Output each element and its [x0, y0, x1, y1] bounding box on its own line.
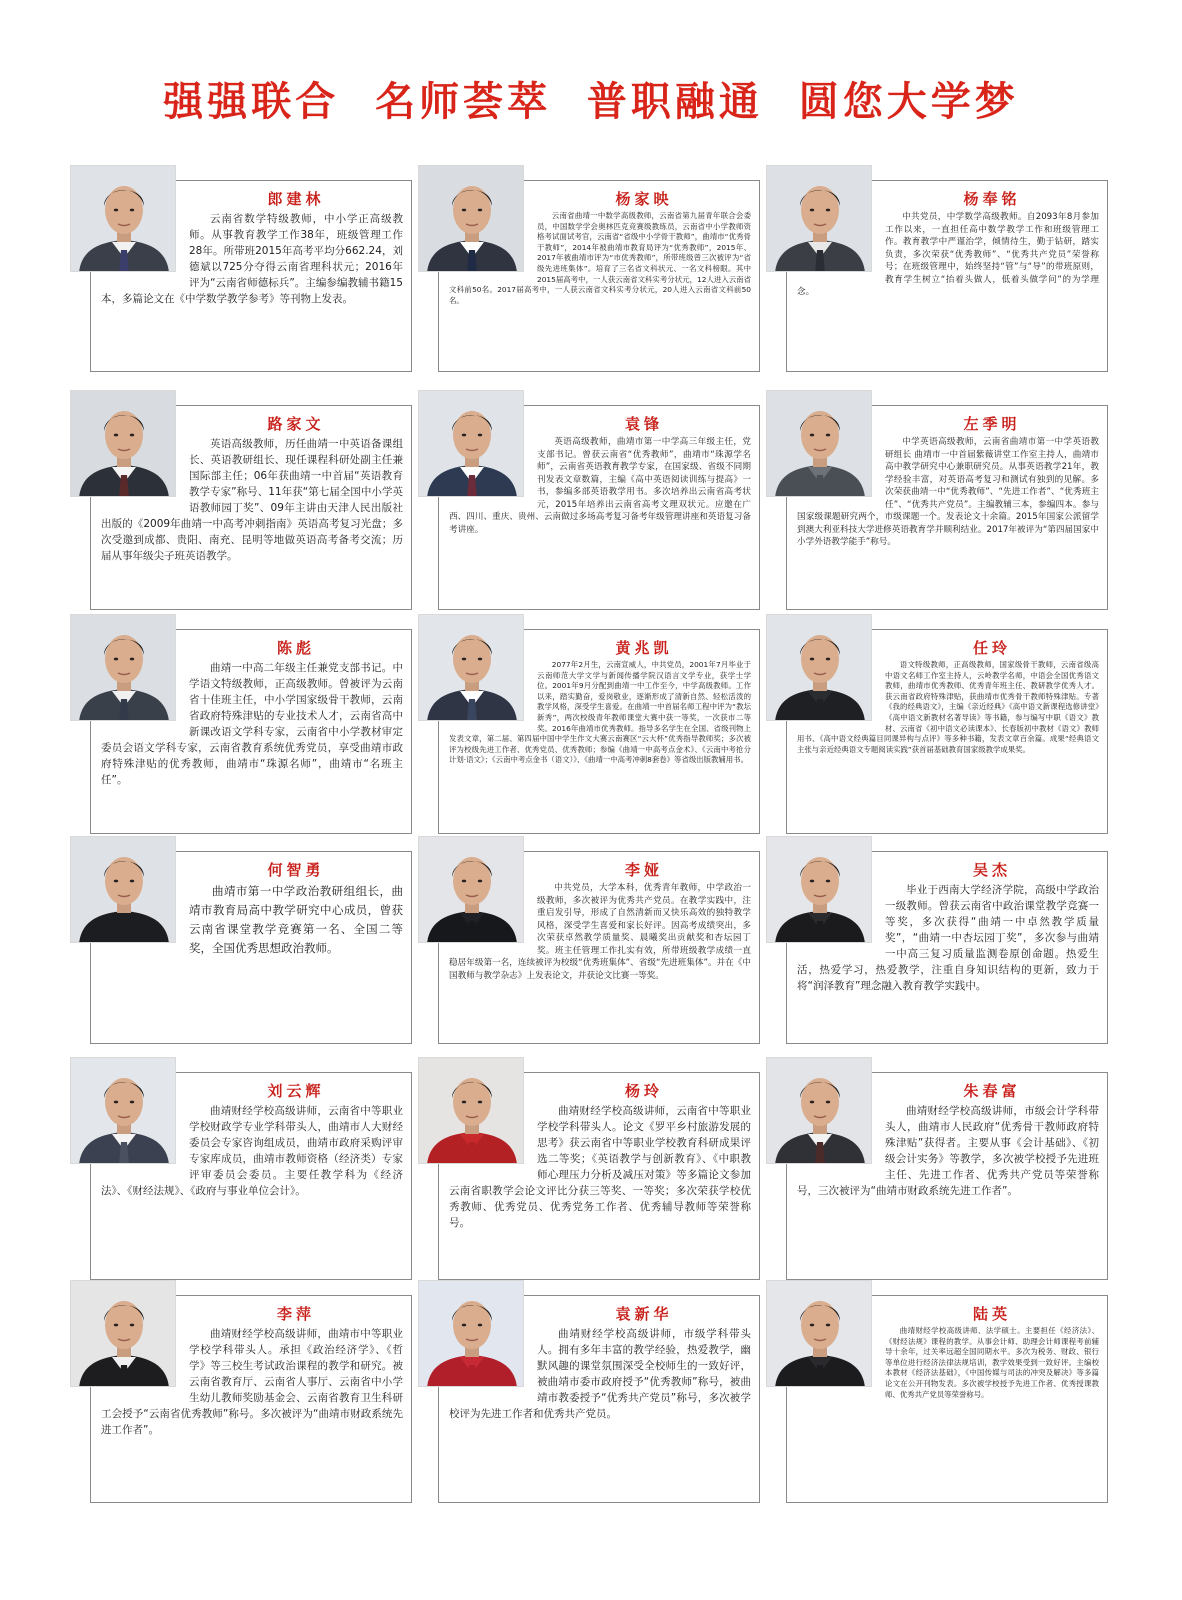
teacher-photo	[766, 165, 872, 272]
teacher-name: 何智勇	[267, 861, 325, 879]
teacher-bio: 云南省曲靖一中数学高级教师，云南省第九届青年联合会委员，中国数学学会奥林匹克竞赛级教练员，云南省中小学教师资格考试面试考官，云南省“省级中小学骨干教师”，曲靖市“优秀骨干教师”，2014年被曲靖市教育局评为“优秀教师”，2015年、2017年被曲靖市评为“市优秀教师”，所带班级曾三次被评为“省级先进班集体”。培育了三名省文科状元、一名文科榜眼。其中2015届高考中，一人获云南省文科实考分状元，12人进入云南省文科前50名。2017届高考中，一人获云南省文科实考分状元，20人进入云南省文科前50名。	[449, 211, 751, 305]
teacher-name: 朱春富	[963, 1082, 1021, 1100]
teacher-photo	[418, 1057, 524, 1164]
teacher-photo	[70, 1280, 176, 1387]
teacher-photo	[766, 390, 872, 497]
teacher-photo	[70, 836, 176, 943]
teacher-photo	[766, 1280, 872, 1387]
teacher-photo	[418, 614, 524, 721]
teacher-bio: 英语高级教师，曲靖市第一中学高三年级主任，党支部书记。曾获云南省“优秀教师”，曲靖市“珠源学名师”，云南省英语教育教学专家，在国家级、省级不同期刊发表文章数篇，主编《高中英语阅读训练与提高》一书，参编多部英语教学用书。多次培养出云南省高考状元，2015年培养出云南省高考文理双状元。应邀在广西、四川、重庆、贵州、云南做过多场高考复习备考年级管理讲座和英语复习备考讲座。	[449, 437, 751, 535]
teacher-bio: 中学英语高级教师，云南省曲靖市第一中学英语教研组长 曲靖市一中首届紫薇讲堂工作室主持人，曲靖市高中教学研究中心兼职研究员。从事英语教学21年，教学经验丰富，对英语高考复习和测试有独到的见解。多次荣获曲靖一中“优秀教师”、“先进工作者”、“优秀班主任”、“优秀共产党员”。主编教辅三本，参编四本。参与国家级课题研究两个，市级课题一个。发表论文十余篇。2015年国家公派留学到澳大利亚科技大学进修英语教育学并顺利结业。2017年被评为“第四届国家中小学外语教学能手”称号。	[797, 437, 1099, 547]
teacher-bio: 曲靖一中高二年级主任兼党支部书记。中学语文特级教师，正高级教师。曾被评为云南省十佳班主任，中小学国家级骨干教师，云南省政府特殊津贴的专业技术人才，云南省高中新课改语文学科专家，云南省中小学教材审定委员会语文学科专家，云南省教育系统优秀党员，享受曲靖市政府特殊津贴的优秀教师，曲靖市“珠源名师”，曲靖市“名班主任”。	[101, 662, 403, 786]
teacher-photo	[70, 614, 176, 721]
teacher-photo	[70, 1057, 176, 1164]
teacher-name: 吴杰	[972, 861, 1011, 879]
teacher-bio: 语文特级教师，正高级教师，国家级骨干教师，云南省级高中语文名师工作室主持人，云岭教学名师，中语会全国优秀语文教师，曲靖市优秀教师、优秀青年班主任、教研教学优秀人才。获云南省政府特殊津贴，获曲靖市优秀骨干教师特殊津贴。专著《我的经典语文》，主编《亲近经典》《高中语文新课程选修讲堂》《高中语文新教材名著导读》等书籍，参与编写中职《语文》教材、云南省《初中语文必读课本》、长春版初中教材《语文》教师用书、《高中语文经典篇目同课异构与点评》等多种书籍，发表文章百余篇。成果“经典语文主张与亲近经典语文专题阅读实践”获首届基础教育国家级教学成果奖。	[797, 660, 1099, 754]
teacher-photo	[766, 836, 872, 943]
teacher-name: 李娅	[624, 861, 663, 879]
teacher-name: 袁新华	[615, 1305, 673, 1323]
page-title: 强强联合 名师荟萃 普职融通 圆您大学梦	[163, 78, 1019, 125]
teacher-name: 李萍	[276, 1305, 315, 1323]
teacher-photo	[418, 165, 524, 272]
teacher-photo	[70, 390, 176, 497]
teacher-name: 刘云辉	[267, 1082, 325, 1100]
teacher-bio: 曲靖财经学校高级讲师，云南省中等职业学校学科带头人。论文《罗平乡村旅游发展的思考》获云南省中等职业学校教育科研成果评选二等奖；《英语教学与创新教育》、《中职教师心理压力分析及减压对策》等多篇论文参加云南省职教学会论文评比分获三等奖、一等奖；多次荣获学校优秀教师、优秀党员、优秀党务工作者、优秀辅导教师等荣誉称号。	[449, 1105, 751, 1229]
teacher-bio: 中共党员，中学数学高级教师。自2093年8月参加工作以来，一直担任高中数学教学工作和班级管理工作。教育教学中严谨治学，倾情待生，勤于钻研，踏实负责，多次荣获“优秀教师”、“优秀共产党员”荣誉称号；在班级管理中，始终坚持“管”与“导”的带班原则，教育学生树立“抬着头做人，低着头做学问”的为学理念。	[797, 212, 1099, 297]
teacher-photo	[418, 836, 524, 943]
teacher-bio: 曲靖财经学校高级讲师，曲靖市中等职业学校学科带头人。承担《政治经济学》、《哲学》等三校生考试政治课程的教学和研究。被云南省教育厅、云南省人事厅、云南省中小学生幼儿教师奖励基金会、云南省教育卫生科研工会授予“云南省优秀教师”称号。多次被评为“曲靖市财政系统先进工作者”。	[101, 1328, 403, 1436]
teacher-name: 郎建林	[267, 190, 325, 208]
teacher-bio: 英语高级教师，历任曲靖一中英语备课组长、英语教研组长、现任课程科研处副主任兼国际部主任；06年获曲靖一中首届“英语教育教学专家”称号、11年获“第七届全国中小学英语教师园丁奖”、09年主讲由天津人民出版社出版的《2009年曲靖一中高考冲刺指南》英语高考复习光盘；多次受邀到成都、贵阳、南充、昆明等地做英语高考备考交流；历届从事年级尖子班英语教学。	[101, 438, 403, 562]
teacher-name: 袁锋	[624, 415, 663, 433]
teacher-photo	[70, 165, 176, 272]
teacher-bio: 曲靖财经学校高级讲师、法学硕士。主要担任《经济法》、《财经法规》课程的教学。从事会计师、助理会计师课程考前辅导十余年，过关率远超全国同期水平。多次为税务、财政、银行等单位进行经济法律法规培训，教学效果受到一致好评。主编校本教材《经济法基础》，《中国传媒与司法的冲突及解决》等多篇论文在公开刊物发表。多次被学校授予先进工作者、优秀授课教师、优秀共产党员等荣誉称号。	[885, 1326, 1099, 1399]
teacher-name: 杨玲	[624, 1082, 663, 1100]
teacher-name: 路家文	[267, 415, 325, 433]
teacher-name: 黄兆凯	[615, 639, 673, 657]
teacher-name: 陈彪	[276, 639, 315, 657]
teacher-photo	[418, 390, 524, 497]
teacher-bio: 2077年2月生，云南宣威人，中共党员，2001年7月毕业于云南师范大学文学与新闻传播学院汉语言文学专业，获学士学位。2001年9月分配到曲靖一中工作至今，中学高级教师。工作以来，踏实勤奋，爱岗敬业，逐渐形成了清新自然、轻松活泼的教学风格，深受学生喜爱。在曲靖一中首届名师工程中评为“教坛新秀”，两次校级青年教师课堂大赛中获一等奖，一次获市二等奖。2016年曲靖市优秀教师。指导多名学生在全国、省级刊物上发表文章，第二届、第四届中国中学生作文大赛云南赛区“云大杯”优秀指导教师奖；多次被评为校级先进工作者、优秀党员、优秀教师；参编《曲靖一中高考点金术》、《云南中考抢分计划·语文》；《云南中考点金书（语文）》、《曲靖一中高考冲刺8套卷》等省级出版教辅用书。	[449, 660, 751, 765]
teacher-bio: 中共党员，大学本科，优秀青年教师，中学政治一级教师，多次被评为优秀共产党员。在教学实践中，注重启发引导，形成了自然清新而又快乐高效的独特教学风格，深受学生喜爱和家长好评。因高考成绩突出，多次荣获卓然教学质量奖、晨曦奖出贡献奖和杏坛园丁奖。班主任管理工作扎实有效，所带班级教学成绩一直稳居年级第一名，连续被评为校级“优秀班集体”、省级“先进班集体”。并在《中国教师与教学杂志》上发表论文，并获论文比赛一等奖。	[449, 883, 751, 981]
teacher-bio: 云南省数学特级教师，中小学正高级教师。从事教育教学工作38年，班级管理工作28年。所带班2015年高考平均分662.24，刘德斌以725分夺得云南省理科状元；2016年评为“云南省师德标兵”。主编参编教辅书籍15本，多篇论文在《中学数学教学参考》等刊物上发表。	[101, 213, 403, 305]
teacher-name: 杨奉铭	[963, 190, 1021, 208]
teacher-name: 任玲	[972, 639, 1011, 657]
teacher-name: 左季明	[963, 415, 1021, 433]
teacher-bio: 曲靖财经学校高级讲师，市级会计学科带头人，曲靖市人民政府“优秀骨干教师政府特殊津贴”获得者。主要从事《会计基础》、《初级会计实务》等教学，多次被学校授予先进班主任、先进工作者、优秀共产党员等荣誉称号，三次被评为“曲靖市财政系统先进工作者”。	[797, 1105, 1099, 1197]
teacher-bio: 曲靖财经学校高级讲师，云南省中等职业学校财政学专业学科带头人，曲靖市人大财经委员会专家咨询组成员，曲靖市政府采购评审专家库成员，曲靖市教师资格（经济类）专家评审委员会委员。主要任教学科为《经济法》、《财经法规》、《政府与事业单位会计》。	[101, 1105, 403, 1197]
teacher-name: 陆英	[972, 1305, 1011, 1323]
teacher-photo	[766, 614, 872, 721]
teacher-bio: 曲靖财经学校高级讲师，市级学科带头人。拥有多年丰富的教学经验，热爱教学，幽默风趣的课堂氛围深受全校师生的一致好评，被曲靖市委市政府授予“优秀教师”称号，被曲靖市教委授予“优秀共产党员”称号，多次被学校评为先进工作者和优秀共产党员。	[449, 1328, 751, 1420]
teacher-bio: 毕业于西南大学经济学院，高级中学政治一级教师。曾获云南省中政治课堂教学竞赛一等奖，多次获得“曲靖一中卓然教学质量奖”，“曲靖一中杏坛园丁奖”，多次参与曲靖一中高三复习质量监测卷原创命题。热爱生活，热爱学习，热爱教学，注重自身知识结构的更新，致力于将“润泽教育”理念融入教育教学实践中。	[797, 884, 1099, 992]
teacher-photo	[766, 1057, 872, 1164]
teacher-photo	[418, 1280, 524, 1387]
teacher-bio: 曲靖市第一中学政治教研组组长，曲靖市教育局高中教学研究中心成员，曾获云南省课堂教学竞赛第一名、全国二等奖，全国优秀思想政治教师。	[189, 884, 403, 955]
teacher-name: 杨家映	[615, 190, 673, 208]
